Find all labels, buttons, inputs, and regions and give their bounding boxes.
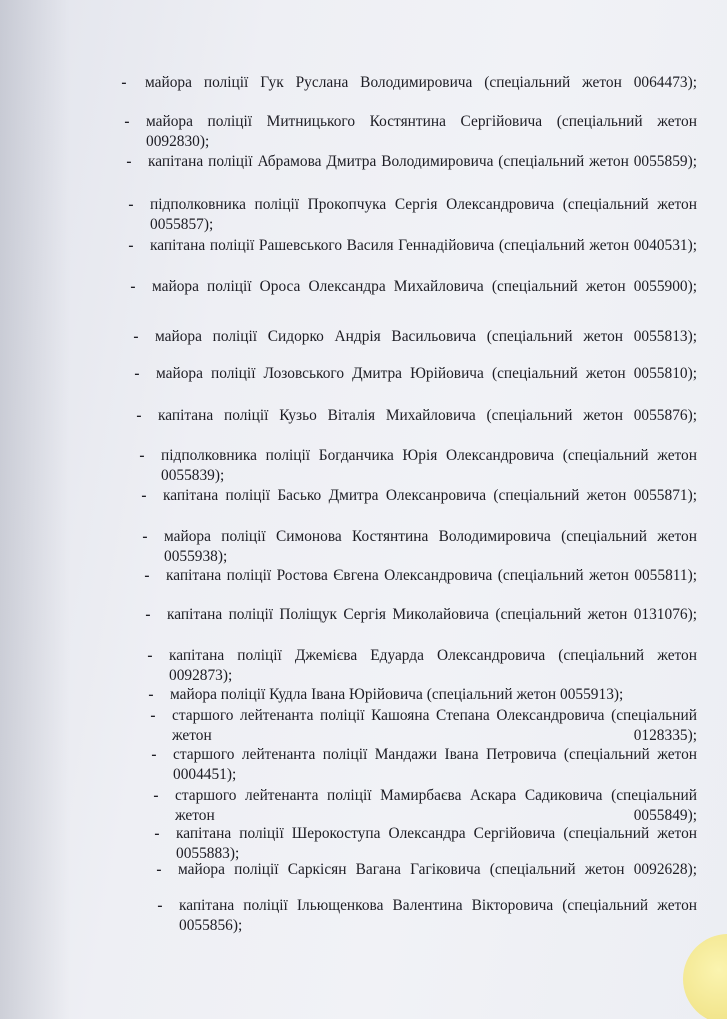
list-item bbox=[128, 236, 697, 276]
list-item bbox=[133, 327, 697, 367]
list-dash: - bbox=[156, 861, 162, 878]
list-item-text: майора поліції Митницького Костянтина Сергійовича (спеціальний жетон 0092830); bbox=[146, 113, 697, 150]
list-item bbox=[134, 364, 697, 404]
list-item-text: майора поліції Кудла Івана Юрійовича (спеціальний жетон 0055913); bbox=[170, 686, 624, 703]
list-item bbox=[139, 446, 697, 486]
list-item bbox=[153, 786, 697, 826]
list-item bbox=[130, 277, 697, 317]
list-item bbox=[154, 824, 697, 864]
list-dash: - bbox=[128, 237, 134, 254]
list-dash: - bbox=[147, 647, 153, 664]
list-dash: - bbox=[121, 74, 127, 91]
list-item-text: майора поліції Саркісян Вагана Гагіковича (спеціальний жетон 0092628); bbox=[178, 861, 697, 878]
list-item-text: підполковника поліції Богданчика Юрія Олександровича (спеціальний жетон 0055839); bbox=[161, 447, 697, 484]
list-item-text: майора поліції Гук Руслана Володимировича (спеціальний жетон 0064473); bbox=[145, 74, 697, 91]
list-dash: - bbox=[153, 787, 159, 804]
list-dash: - bbox=[139, 447, 145, 464]
list-item bbox=[128, 195, 697, 235]
list-item bbox=[144, 566, 697, 606]
list-dash: - bbox=[157, 897, 163, 914]
list-item bbox=[124, 112, 697, 152]
list-item-text: старшого лейтенанта поліції Мандажи Івана Петровича (спеціальний жетон 0004451); bbox=[173, 746, 697, 783]
list-item bbox=[121, 73, 697, 113]
list-item-text: капітана поліції Поліщук Сергія Миколайовича (спеціальний жетон 0131076); bbox=[167, 606, 697, 623]
list-dash: - bbox=[133, 328, 139, 345]
list-item bbox=[141, 486, 697, 526]
list-item-text: майора поліції Ороса Олександра Михайловича (спеціальний жетон 0055900); bbox=[152, 278, 697, 295]
list-dash: - bbox=[142, 528, 148, 545]
list-dash: - bbox=[130, 278, 136, 295]
list-item bbox=[157, 896, 697, 936]
list-item-text: капітана поліції Кузьо Віталія Михайловича (спеціальний жетон 0055876); bbox=[158, 407, 697, 424]
list-item-text: капітана поліції Джемієва Едуарда Олександровича (спеціальний жетон 0092873); bbox=[169, 647, 697, 684]
list-dash: - bbox=[154, 825, 160, 842]
list-item-text: капітана поліції Шерокоступа Олександра Сергійовича (спеціальний жетон 0055883); bbox=[176, 825, 697, 862]
list-item bbox=[151, 745, 697, 785]
list-item bbox=[150, 706, 697, 746]
list-dash: - bbox=[144, 567, 150, 584]
list-item bbox=[156, 860, 697, 900]
list-dash: - bbox=[126, 153, 132, 170]
list-dash: - bbox=[145, 606, 151, 623]
list-dash: - bbox=[150, 707, 156, 724]
list-dash: - bbox=[128, 196, 134, 213]
list-dash: - bbox=[134, 365, 140, 382]
list-item-text: майора поліції Симонова Костянтина Володимировича (спеціальний жетон 0055938); bbox=[164, 528, 697, 565]
list-item-text: капітана поліції Абрамова Дмитра Володимировича (спеціальний жетон 0055859); bbox=[148, 153, 697, 170]
list-dash: - bbox=[141, 487, 147, 504]
list-dash: - bbox=[136, 407, 142, 424]
list-item-text: майора поліції Сидорко Андрія Васильовича (спеціальний жетон 0055813); bbox=[155, 328, 697, 345]
list-item-text: майора поліції Лозовського Дмитра Юрійовича (спеціальний жетон 0055810); bbox=[156, 365, 697, 382]
list-item-text: капітана поліції Басько Дмитра Олексанровича (спеціальний жетон 0055871); bbox=[163, 487, 697, 504]
list-item-text: підполковника поліції Прокопчука Сергія Олександровича (спеціальний жетон 0055857); bbox=[150, 196, 697, 233]
list-item bbox=[145, 605, 697, 645]
list-dash: - bbox=[151, 746, 157, 763]
list-item bbox=[142, 527, 697, 567]
list-item-text: капітана поліції Ростова Євгена Олександровича (спеціальний жетон 0055811); bbox=[166, 567, 697, 584]
list-item-text: капітана поліції Рашевського Василя Геннадійовича (спеціальний жетон 0040531); bbox=[150, 237, 697, 254]
list-item-text: старшого лейтенанта поліції Мамирбаєва Аскара Садиковича (спеціальний жетон 0055849); bbox=[175, 787, 697, 824]
list-item-text: старшого лейтенанта поліції Кашояна Степана Олександровича (спеціальний жетон 0128335); bbox=[172, 707, 697, 744]
list-item-text: капітана поліції Ільющенкова Валентина Вікторовича (спеціальний жетон 0055856); bbox=[179, 897, 697, 934]
list-item bbox=[126, 152, 697, 192]
list-item bbox=[136, 406, 697, 446]
list-item bbox=[147, 646, 697, 686]
list-dash: - bbox=[124, 113, 130, 130]
list-dash: - bbox=[148, 686, 154, 703]
